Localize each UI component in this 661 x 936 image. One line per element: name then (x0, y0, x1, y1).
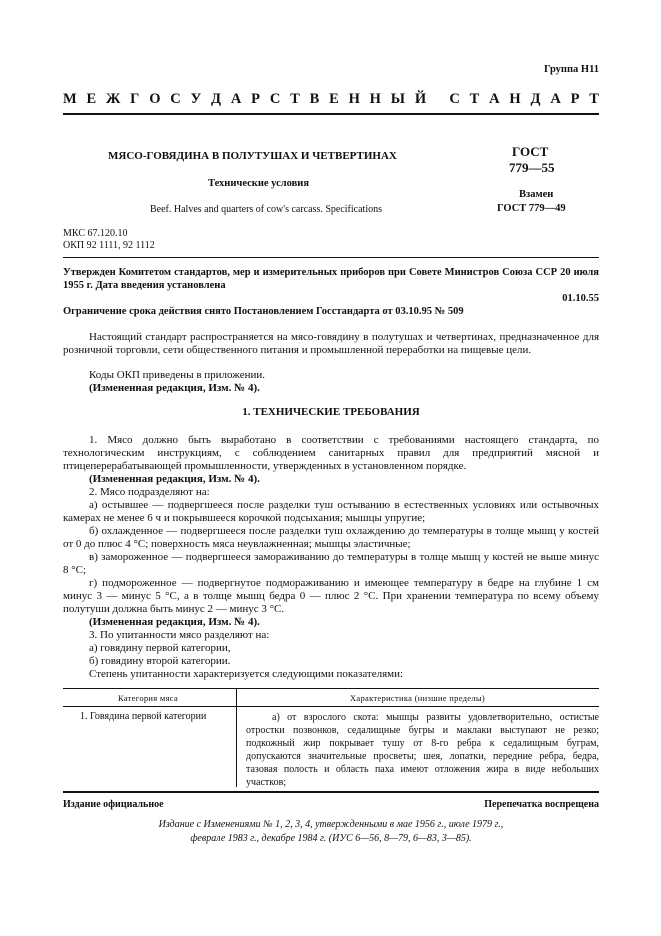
edition-note-line-2: феврале 1983 г., декабре 1984 г. (ИУС 6—56, 8—79, 6—83, 3—85). (190, 833, 472, 844)
table-header-category: Категория мяса (117, 693, 179, 703)
table-cell-characteristic: а) от взрослого скота: мышцы развиты удовлетворительно, остистые отростки позвонков, седалищные бугры и маклаки выступают не резко; подкожный жир покрывает тушу от 8-го ребра к седалищным буграм, допускаются значительные просветы; шея, лопатки, передние ребра, бедра, тазовая полость и область паха имеют отложения жира в виде небольших участков; (246, 712, 599, 788)
edition-note-line-1: Издание с Изменениями № 1, 2, 3, 4, утвержденными в мае 1956 г., июле 1979 г., (158, 819, 504, 830)
table-header-characteristic: Характеристика (низшие пределы) (349, 693, 486, 703)
meta-divider (63, 257, 599, 258)
banner-letter (436, 91, 440, 108)
english-title: Beef. Halves and quarters of cow's carcass. Specifications (150, 204, 382, 215)
banner-letter: А (550, 91, 561, 107)
clause-3: 3. По упитанности мясо разделяют на: (89, 629, 270, 641)
document-subtitle: Технические условия (208, 178, 310, 189)
section-heading-technical-requirements: 1. ТЕХНИЧЕСКИЕ ТРЕБОВАНИЯ (242, 406, 420, 418)
clause-2g: г) подмороженное — подвергнутое подмораживанию и имеющее температуру в бедре на глубине 1 см минус 3 — минус 5 °С, а в толще мышц бедра 0 — плюс 2 °С. При хранении температура по всему объему полутуши должна быть минус 2 — минус 3 °С. (63, 577, 599, 615)
banner-letter: Е (329, 91, 339, 107)
banner-letter: Т (290, 91, 300, 107)
banner-letter: Й (414, 91, 427, 107)
clause-3a: а) говядину первой категории, (89, 642, 231, 654)
interstate-standard-banner (63, 91, 599, 108)
clause-2v: в) замороженное — подвергшееся замораживанию до температуры в толще мышц у костей не выше минус 8 °С; (63, 551, 599, 576)
amendment-note-intro: (Измененная редакция, Изм. № 4). (89, 382, 260, 394)
gost-label: ГОСТ (512, 144, 549, 159)
official-edition-label: Издание официальное (63, 799, 164, 810)
banner-letter: Р (570, 91, 580, 107)
approval-note: Утвержден Комитетом стандартов, мер и измерительных приборов при Совете Министров Союза ССР 20 июля 1955 г. Дата введения установлена (63, 267, 599, 291)
banner-letter: А (489, 91, 500, 107)
clause-2: 2. Мясо подразделяют на: (89, 486, 210, 498)
banner-letter: Ж (105, 91, 121, 107)
table-header-divider (63, 706, 599, 707)
gost-number: 779—55 (509, 160, 555, 175)
edition-note (63, 818, 599, 846)
banner-letter: О (149, 91, 161, 107)
scope-paragraph: Настоящий стандарт распространяется на мясо-говядину в полутушах и четвертинах, предназначенное для розничной торговли, сети общественного питания и промышленной переработки на пищевые цели. (63, 331, 599, 356)
table-cell-category: 1. Говядина первой категории (80, 711, 207, 722)
okp-note: Коды ОКП приведены в приложении. (89, 369, 266, 381)
banner-letter: С (269, 91, 281, 107)
clause-3c: Степень упитанности характеризуется следующими показателями: (89, 668, 404, 680)
document-title: МЯСО-ГОВЯДИНА В ПОЛУТУШАХ И ЧЕТВЕРТИНАХ (108, 150, 397, 162)
footer-divider (63, 791, 599, 793)
banner-letter: А (230, 91, 242, 107)
table-column-divider (236, 689, 237, 787)
banner-letter: Н (348, 91, 360, 107)
restriction-note: Ограничение срока действия снято Постановлением Госстандарта от 03.10.95 № 509 (63, 306, 464, 317)
banner-letter: Д (530, 91, 541, 107)
replaces-value: ГОСТ 779—49 (497, 203, 566, 214)
replaces-label: Взамен (519, 189, 554, 200)
reprint-prohibited-label: Перепечатка воспрещена (484, 799, 599, 810)
banner-letter: Н (509, 91, 521, 107)
header-divider (63, 113, 599, 115)
clause-3b: б) говядину второй категории. (89, 655, 231, 667)
banner-letter: Д (211, 91, 222, 107)
table-top-border (63, 688, 599, 689)
banner-letter: Р (251, 91, 260, 107)
banner-letter: М (63, 91, 77, 107)
banner-letter: У (190, 91, 202, 107)
banner-letter: Г (130, 91, 140, 107)
banner-letter: Н (369, 91, 381, 107)
amendment-note-clause-1: (Измененная редакция, Изм. № 4). (89, 473, 260, 485)
banner-letter: Ы (390, 91, 405, 107)
amendment-note-clause-2: (Измененная редакция, Изм. № 4). (89, 616, 260, 628)
banner-letter: В (309, 91, 320, 107)
clause-1: 1. Мясо должно быть выработано в соответствии с требованиями настоящего стандарта, по технологическим инструкциям, с соблюдением санитарных правил для предприятий мясной и птицеперерабатывающей промышленности, утвержденных в установленном порядке. (63, 434, 599, 472)
clause-2b: б) охлажденное — подвергшееся после разделки туш охлаждению до температуры в толще мышц у костей от 0 до плюс 4 °С; поверхность мяса неувлажненная; мышцы эластичные; (63, 525, 599, 550)
banner-letter: Т (469, 91, 480, 107)
banner-letter: Т (589, 91, 599, 107)
mks-code: МКС 67.120.10 (63, 228, 128, 239)
introduction-date: 01.10.55 (562, 293, 599, 304)
banner-letter: С (449, 91, 460, 107)
group-code: Группа Н11 (543, 64, 599, 75)
okp-code: ОКП 92 1111, 92 1112 (63, 240, 155, 251)
banner-letter: С (170, 91, 181, 107)
clause-2a: а) остывшее — подвергшееся после разделки туш остыванию в естественных условиях или остывочных камерах не менее 6 ч и покрывшееся корочкой подсыхания; мышцы упругие; (63, 499, 599, 524)
banner-letter: Е (86, 91, 97, 107)
